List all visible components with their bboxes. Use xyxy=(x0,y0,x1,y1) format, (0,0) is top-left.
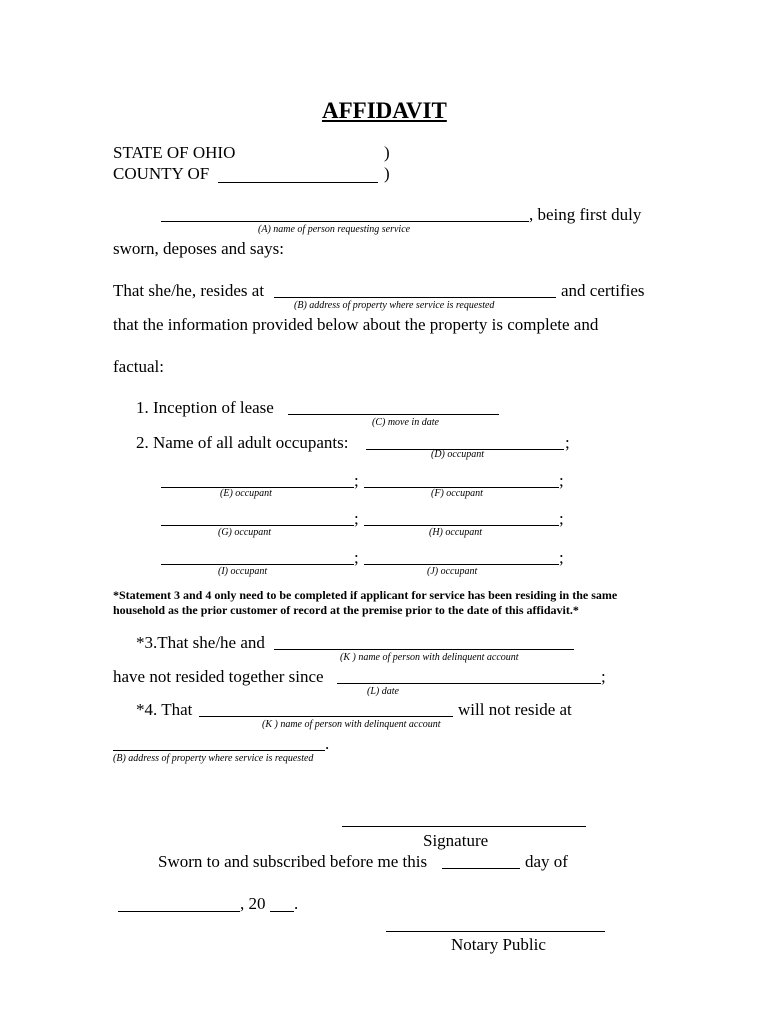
signature-line[interactable] xyxy=(342,826,586,827)
semicolon-g: ; xyxy=(354,509,359,528)
county-paren: ) xyxy=(384,164,390,183)
occupant-g-field[interactable] xyxy=(161,525,354,526)
occupant-h-field[interactable] xyxy=(364,525,559,526)
factual: factual: xyxy=(113,357,164,376)
state-paren: ) xyxy=(384,143,390,162)
caption-b2: (B) address of property where service is requested xyxy=(113,753,314,764)
statement-note-line-1: *Statement 3 and 4 only need to be completed if applicant for service has been residing in the same xyxy=(113,588,618,602)
caption-g: (G) occupant xyxy=(218,527,272,538)
item-4-that: *4. That xyxy=(136,700,193,719)
item-3-label: *3.That she/he and xyxy=(136,633,265,652)
day-field[interactable] xyxy=(442,868,520,869)
item-4-address-field[interactable] xyxy=(113,750,325,751)
signature-label: Signature xyxy=(423,831,489,850)
semicolon-l: ; xyxy=(601,667,606,686)
item-2-occupants: 2. Name of all adult occupants: xyxy=(136,433,349,452)
caption-j: (J) occupant xyxy=(427,566,478,577)
state-line: STATE OF OHIO xyxy=(113,143,236,162)
sworn-to-label: Sworn to and subscribed before me this xyxy=(158,852,428,871)
county-field[interactable] xyxy=(218,182,378,183)
semicolon-e: ; xyxy=(354,471,359,490)
item-1-inception: 1. Inception of lease xyxy=(136,398,274,417)
residence-address-field[interactable] xyxy=(274,297,556,298)
year-period: . xyxy=(294,894,299,913)
county-label: COUNTY OF xyxy=(113,164,210,183)
delinquent-name-field[interactable] xyxy=(274,649,574,650)
resides-at-label: That she/he, resides at xyxy=(113,281,265,300)
semicolon-f: ; xyxy=(559,471,564,490)
semicolon-i: ; xyxy=(354,548,359,567)
caption-f: (F) occupant xyxy=(431,488,483,499)
caption-d: (D) occupant xyxy=(431,449,485,460)
caption-k2: (K ) name of person with delinquent account xyxy=(262,719,441,730)
day-of-label: day of xyxy=(525,852,568,871)
affidavit-title: AFFIDAVIT xyxy=(322,98,447,123)
not-resided-label: have not resided together since xyxy=(113,667,324,686)
caption-b: (B) address of property where service is requested xyxy=(294,300,495,311)
caption-a: (A) name of person requesting service xyxy=(258,224,411,235)
caption-e: (E) occupant xyxy=(220,488,272,499)
item-4-name-field[interactable] xyxy=(199,716,453,717)
statement-note-line-2: household as the prior customer of record at the premise prior to the date of this affidavit.* xyxy=(113,603,579,617)
caption-l: (L) date xyxy=(367,686,399,697)
semicolon-j: ; xyxy=(559,548,564,567)
will-not-reside: will not reside at xyxy=(458,700,572,719)
caption-k: (K ) name of person with delinquent account xyxy=(340,652,519,663)
year-prefix: , 20 xyxy=(240,894,266,913)
month-field[interactable] xyxy=(118,911,240,912)
notary-line[interactable] xyxy=(386,931,605,932)
period-b: . xyxy=(325,734,330,753)
caption-i: (I) occupant xyxy=(218,566,268,577)
info-line: that the information provided below about the property is complete and xyxy=(113,315,599,334)
semicolon-h: ; xyxy=(559,509,564,528)
notary-label: Notary Public xyxy=(451,935,546,954)
caption-h: (H) occupant xyxy=(429,527,483,538)
being-first-duly: , being first duly xyxy=(529,205,642,224)
semicolon-d: ; xyxy=(565,433,570,452)
occupant-i-field[interactable] xyxy=(161,564,354,565)
move-in-date-field[interactable] xyxy=(288,414,499,415)
since-date-field[interactable] xyxy=(337,683,601,684)
requester-name-field[interactable] xyxy=(161,221,529,222)
and-certifies: and certifies xyxy=(561,281,645,300)
year-field[interactable] xyxy=(270,911,294,912)
caption-c: (C) move in date xyxy=(372,417,439,428)
occupant-j-field[interactable] xyxy=(364,564,559,565)
sworn-deposes: sworn, deposes and says: xyxy=(113,239,284,258)
